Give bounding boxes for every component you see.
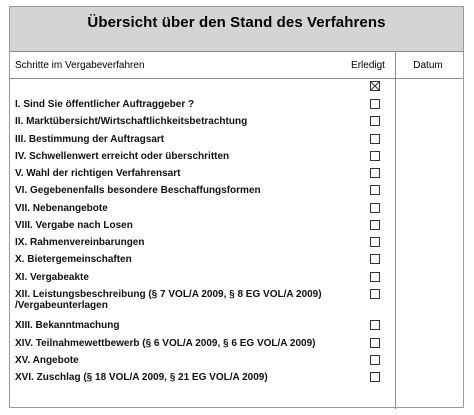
step-label: XI. Vergabeakte <box>15 272 89 283</box>
step-done-checkbox[interactable] <box>370 168 380 178</box>
date-column-header: Datum <box>413 60 443 71</box>
page-title: Übersicht über den Stand des Verfahrens <box>87 14 386 31</box>
step-label: II. Marktübersicht/Wirtschaftlichkeitsbetrachtung <box>15 116 248 127</box>
step-label: VIII. Vergabe nach Losen <box>15 220 133 231</box>
step-done-checkbox[interactable] <box>370 203 380 213</box>
title-band <box>10 7 463 51</box>
step-label: XII. Leistungsbeschreibung (§ 7 VOL/A 2009, § 8 EG VOL/A 2009) /Vergabeunterlagen <box>15 289 322 311</box>
step-done-checkbox[interactable] <box>370 185 380 195</box>
step-done-checkbox[interactable] <box>370 237 380 247</box>
step-done-checkbox[interactable] <box>370 99 380 109</box>
step-label: XV. Angebote <box>15 355 79 366</box>
step-label: IX. Rahmenvereinbarungen <box>15 237 145 248</box>
step-label: XIII. Bekanntmachung <box>15 320 120 331</box>
steps-column-header: Schritte im Vergabeverfahren <box>15 60 145 71</box>
step-label: VI. Gegebenenfalls besondere Beschaffungsformen <box>15 185 261 196</box>
step-done-checkbox[interactable] <box>370 338 380 348</box>
step-done-checkbox[interactable] <box>370 372 380 382</box>
step-label: I. Sind Sie öffentlicher Auftraggeber ? <box>15 99 195 110</box>
step-done-checkbox[interactable] <box>370 355 380 365</box>
step-done-checkbox[interactable] <box>370 254 380 264</box>
header-checkbox[interactable] <box>370 81 380 91</box>
step-done-checkbox[interactable] <box>370 134 380 144</box>
step-label: III. Bestimmung der Auftragsart <box>15 134 165 145</box>
column-divider <box>395 51 396 409</box>
cross-mark-icon <box>371 82 379 90</box>
step-label: XVI. Zuschlag (§ 18 VOL/A 2009, § 21 EG VOL/A 2009) <box>15 372 268 383</box>
step-label: IV. Schwellenwert erreicht oder überschritten <box>15 151 230 162</box>
step-done-checkbox[interactable] <box>370 151 380 161</box>
step-done-checkbox[interactable] <box>370 289 380 299</box>
done-column-header: Erledigt <box>351 60 385 71</box>
step-label: V. Wahl der richtigen Verfahrensart <box>15 168 181 179</box>
status-overview-table <box>9 6 464 408</box>
step-done-checkbox[interactable] <box>370 272 380 282</box>
step-done-checkbox[interactable] <box>370 116 380 126</box>
step-label: VII. Nebenangebote <box>15 203 108 214</box>
step-label: X. Bietergemeinschaften <box>15 254 132 265</box>
step-done-checkbox[interactable] <box>370 220 380 230</box>
step-done-checkbox[interactable] <box>370 320 380 330</box>
step-label: XIV. Teilnahmewettbewerb (§ 6 VOL/A 2009, § 6 EG VOL/A 2009) <box>15 338 316 349</box>
